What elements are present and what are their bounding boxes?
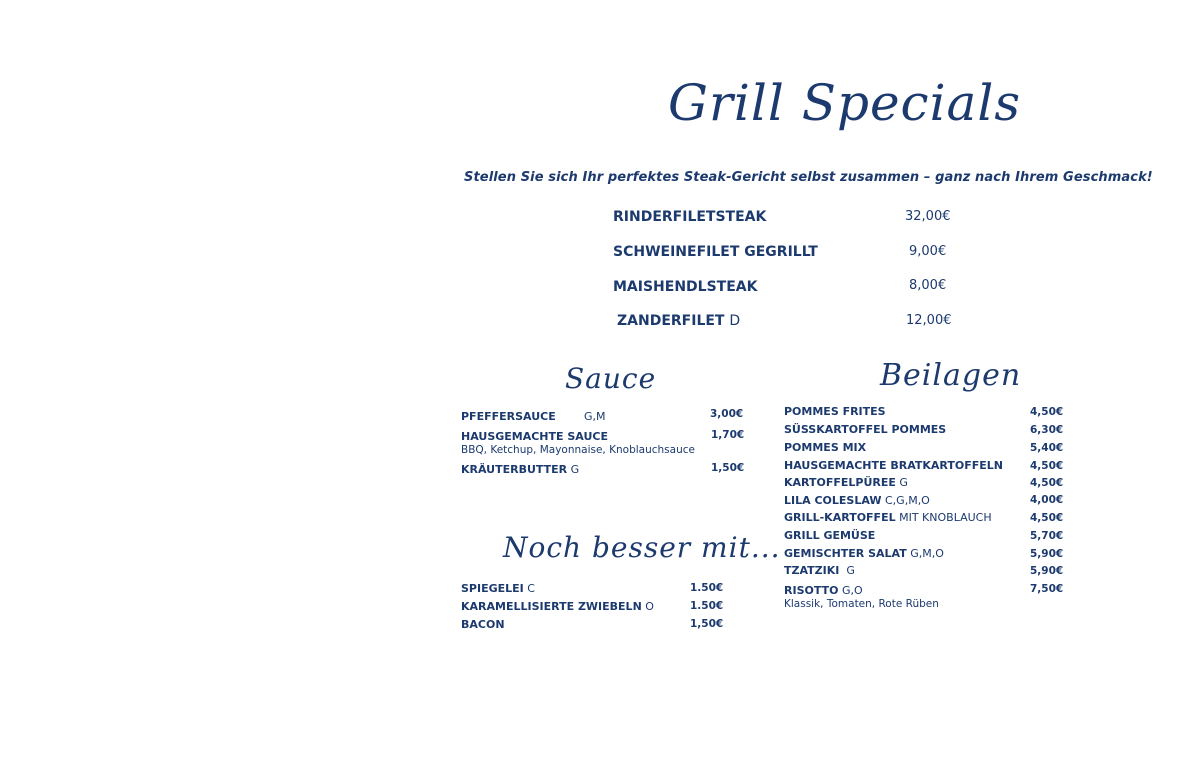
beilage-item-price: 5,40€: [1030, 442, 1064, 454]
page-title: Grill Specials: [668, 74, 1022, 132]
page-subtitle: Stellen Sie sich Ihr perfektes Steak-Gericht selbst zusammen – ganz nach Ihrem Geschmack!: [464, 170, 1153, 185]
beilage-item-price: 4,50€: [1030, 477, 1064, 489]
allergen-code: MIT KNOBLAUCH: [899, 511, 992, 524]
allergen-code: D: [729, 313, 741, 329]
extra-item-name: SPIEGELEI C: [461, 582, 535, 595]
beilage-item-name: TZATZIKI G: [784, 564, 855, 577]
main-item-price: 8,00€: [909, 278, 947, 293]
extra-item-name: KARAMELLISIERTE ZWIEBELN O: [461, 600, 654, 613]
sauce-heading: Sauce: [565, 362, 657, 395]
allergen-code: G: [899, 476, 908, 489]
sauce-item-name: PFEFFERSAUCE: [461, 410, 556, 423]
beilage-item-name: LILA COLESLAW C,G,M,O: [784, 494, 930, 507]
allergen-code: G,O: [841, 584, 863, 597]
sauce-item-description: BBQ, Ketchup, Mayonnaise, Knoblauchsauce: [461, 444, 695, 456]
sauce-item-price: 1,50€: [711, 462, 745, 474]
extra-item-price: 1.50€: [690, 582, 724, 594]
beilage-item-name: KARTOFFELPÜREE G: [784, 476, 908, 489]
allergen-code: G: [846, 564, 855, 577]
beilagen-heading: Beilagen: [880, 358, 1022, 393]
beilage-item-price: 4,50€: [1030, 406, 1064, 418]
beilage-item-name: HAUSGEMACHTE BRATKARTOFFELN: [784, 459, 1004, 472]
beilage-item-name: RISOTTO G,O: [784, 584, 863, 597]
main-item-price: 9,00€: [909, 244, 947, 259]
allergen-code: O: [645, 600, 654, 613]
beilage-item-description: Klassik, Tomaten, Rote Rüben: [784, 598, 939, 610]
allergen-code: G,M: [584, 410, 606, 423]
main-item-price: 12,00€: [906, 313, 952, 328]
allergen-code: G: [570, 463, 580, 476]
beilage-item-name: GRILL-KARTOFFEL MIT KNOBLAUCH: [784, 511, 992, 524]
main-item-name: ZANDERFILET D: [617, 313, 741, 329]
beilage-item-name: POMMES MIX: [784, 441, 867, 454]
extra-item-price: 1,50€: [690, 618, 724, 630]
main-item-name: MAISHENDLSTEAK: [613, 279, 758, 295]
beilage-item-price: 5,90€: [1030, 548, 1064, 560]
sauce-item-name: KRÄUTERBUTTER G: [461, 463, 580, 476]
extras-heading: Noch besser mit...: [503, 531, 781, 564]
beilage-item-price: 7,50€: [1030, 583, 1064, 595]
main-item-name: RINDERFILETSTEAK: [613, 209, 767, 225]
beilage-item-name: SÜSSKARTOFFEL POMMES: [784, 423, 947, 436]
beilage-item-name: POMMES FRITES: [784, 405, 886, 418]
sauce-item-price: 3,00€: [710, 408, 744, 420]
beilage-item-price: 4,50€: [1030, 512, 1064, 524]
beilage-item-price: 5,90€: [1030, 565, 1064, 577]
beilage-item-price: 5,70€: [1030, 530, 1064, 542]
extra-item-name: BACON: [461, 618, 505, 631]
beilage-item-price: 6,30€: [1030, 424, 1064, 436]
beilage-item-price: 4,50€: [1030, 460, 1064, 472]
allergen-code: C: [527, 582, 535, 595]
sauce-item-name: HAUSGEMACHTE SAUCE: [461, 430, 608, 443]
allergen-code: G,M,O: [910, 547, 944, 560]
main-item-price: 32,00€: [905, 209, 951, 224]
main-item-name: SCHWEINEFILET GEGRILLT: [613, 244, 818, 260]
beilage-item-name: GEMISCHTER SALAT G,M,O: [784, 547, 944, 560]
beilage-item-price: 4,00€: [1030, 494, 1064, 506]
sauce-item-price: 1,70€: [711, 429, 745, 441]
allergen-code: C,G,M,O: [885, 494, 930, 507]
extra-item-price: 1.50€: [690, 600, 724, 612]
beilage-item-name: GRILL GEMÜSE: [784, 529, 876, 542]
